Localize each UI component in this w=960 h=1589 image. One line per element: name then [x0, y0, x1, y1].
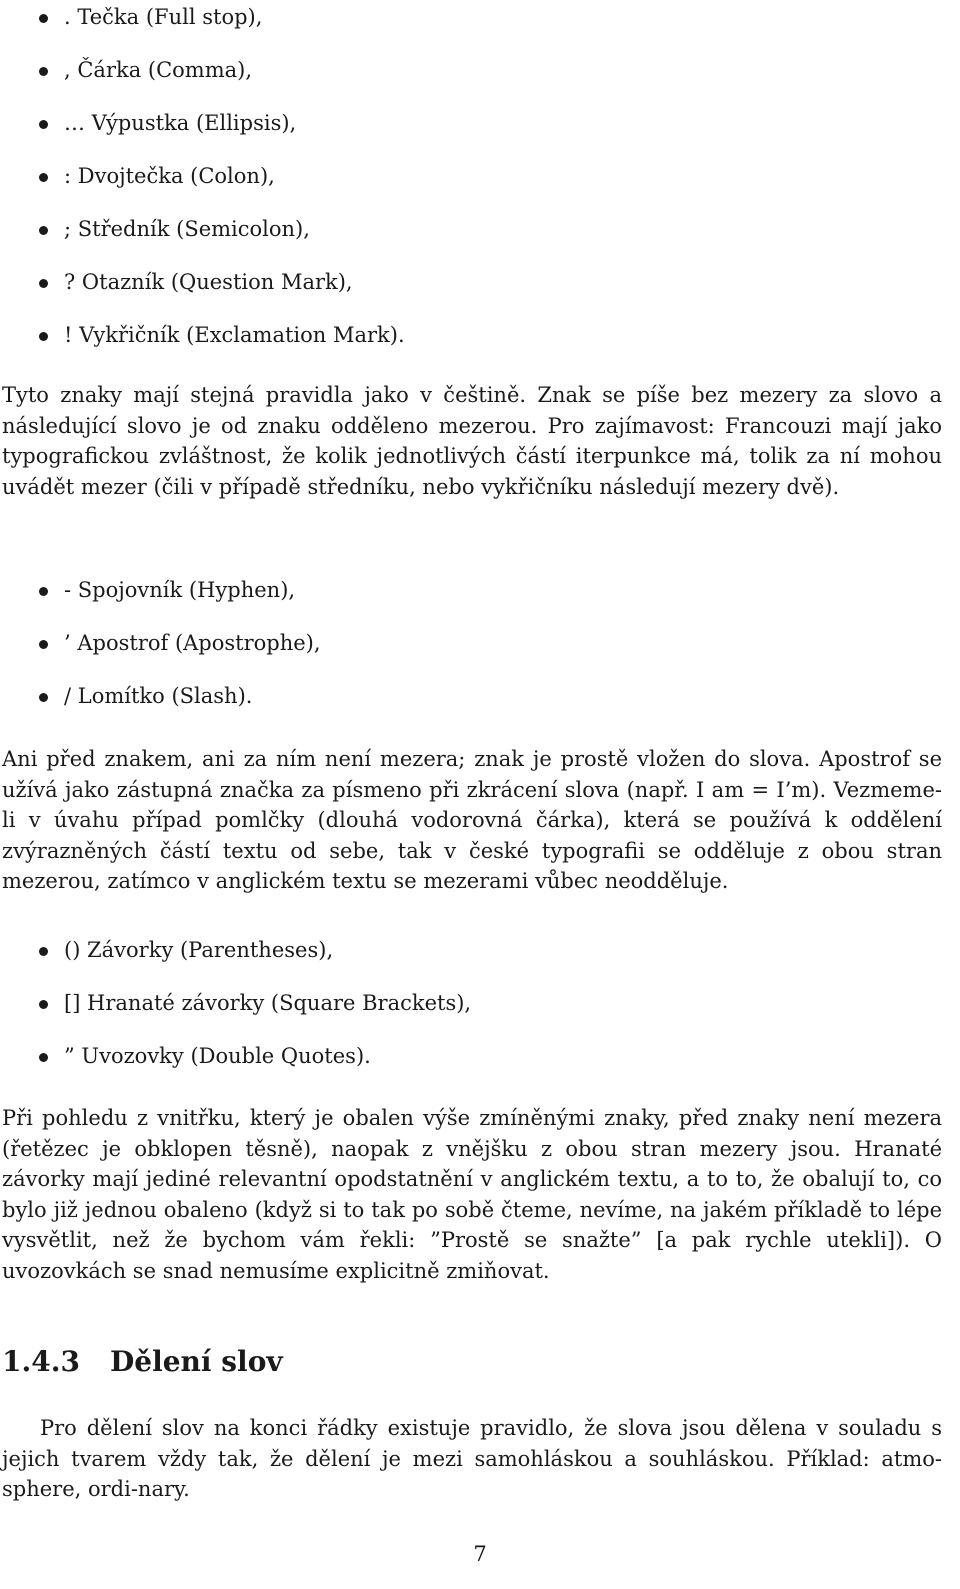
bullet-icon	[39, 947, 48, 956]
paragraph-word-division: Pro dělení slov na konci řádky existuje pravidlo, že slova jsou dělena v souladu s jejich tvarem vždy tak, že dělení je mezi samohláskou a souhláskou. Příklad: atmo-sphere, ordi-nary.	[2, 1416, 942, 1501]
list-item	[0, 681, 960, 734]
list-item	[0, 55, 960, 108]
list-item	[0, 988, 960, 1041]
punctuation-list-2	[0, 575, 960, 734]
bullet-icon	[39, 640, 48, 649]
bullet-icon	[39, 1053, 48, 1062]
list-item-text: ; Středník (Semicolon),	[64, 217, 310, 241]
page-number: 7	[473, 1542, 487, 1566]
bullet-icon	[39, 279, 48, 288]
list-item-text: ? Otazník (Question Mark),	[64, 270, 353, 294]
section-number: 1.4.3	[2, 1345, 80, 1378]
punctuation-list-3	[0, 935, 960, 1094]
bullet-icon	[39, 693, 48, 702]
bullet-icon	[39, 67, 48, 76]
bullet-icon	[39, 1000, 48, 1009]
paragraph-punctuation-rules: Tyto znaky mají stejná pravidla jako v češtině. Znak se píše bez mezery za slovo a následující slovo je od znaku odděleno mezerou. Pro zajímavost: Francouzi mají jako typografickou zvláštnost, že kolik jednotlivých částí iterpunkce má, tolik za ní mohou uvádět mezer (čili v případě středníku, nebo vykřičníku následují mezery dvě).	[2, 383, 942, 499]
list-item-text: ’ Apostrof (Apostrophe),	[64, 631, 321, 655]
paragraph-hyphen-rules: Ani před znakem, ani za ním není mezera; znak je prostě vložen do slova. Apostrof se užívá jako zástupná značka za písmeno při zkrácení slova (např. I am = I’m). Vezmeme-li v úvahu případ pomlčky (dlouhá vodorovná čárka), která se používá k oddělení zvýrazněných částí textu od sebe, tak v české typografii se odděluje z obou stran mezerou, zatímco v anglickém textu se mezerami vůbec neodděluje.	[2, 747, 942, 893]
bullet-icon	[39, 332, 48, 341]
section-heading	[2, 1345, 283, 1378]
bullet-icon	[39, 173, 48, 182]
list-item	[0, 628, 960, 681]
list-item	[0, 320, 960, 373]
bullet-icon	[39, 120, 48, 129]
list-item	[0, 267, 960, 320]
list-item-text: . Tečka (Full stop),	[64, 5, 263, 29]
list-item-text: : Dvojtečka (Colon),	[64, 164, 275, 188]
list-item	[0, 575, 960, 628]
bullet-icon	[39, 226, 48, 235]
list-item-text: / Lomítko (Slash).	[64, 684, 253, 708]
bullet-icon	[39, 14, 48, 23]
list-item-text: , Čárka (Comma),	[64, 58, 253, 82]
list-item-text: [] Hranaté závorky (Square Brackets),	[64, 991, 472, 1015]
list-item	[0, 1041, 960, 1094]
list-item	[0, 108, 960, 161]
list-item-text: ! Vykřičník (Exclamation Mark).	[64, 323, 405, 347]
list-item	[0, 2, 960, 55]
paragraph-bracket-rules: Při pohledu z vnitřku, který je obalen výše zmíněnými znaky, před znaky není mezera (řetězec je obklopen těsně), naopak z vnějšku z obou stran mezery jsou. Hranaté závorky mají jediné relevantní opodstatnění v anglickém textu, a to to, že obalují to, co bylo již jednou obaleno (když si to tak po sobě čteme, nevíme, na jakém příkladě to lépe vysvětlit, než že bychom vám řekli: ”Prostě se snažte” [a pak rychle utekli]). O uvozovkách se snad nemusíme explicitně zmiňovat.	[2, 1106, 942, 1283]
list-item	[0, 161, 960, 214]
list-item-text: - Spojovník (Hyphen),	[64, 578, 296, 602]
punctuation-list-1	[0, 2, 960, 373]
list-item-text: () Závorky (Parentheses),	[64, 938, 334, 962]
list-item-text: ” Uvozovky (Double Quotes).	[64, 1044, 371, 1068]
list-item-text: … Výpustka (Ellipsis),	[64, 111, 297, 135]
section-title: Dělení slov	[110, 1345, 283, 1378]
list-item	[0, 214, 960, 267]
list-item	[0, 935, 960, 988]
bullet-icon	[39, 587, 48, 596]
